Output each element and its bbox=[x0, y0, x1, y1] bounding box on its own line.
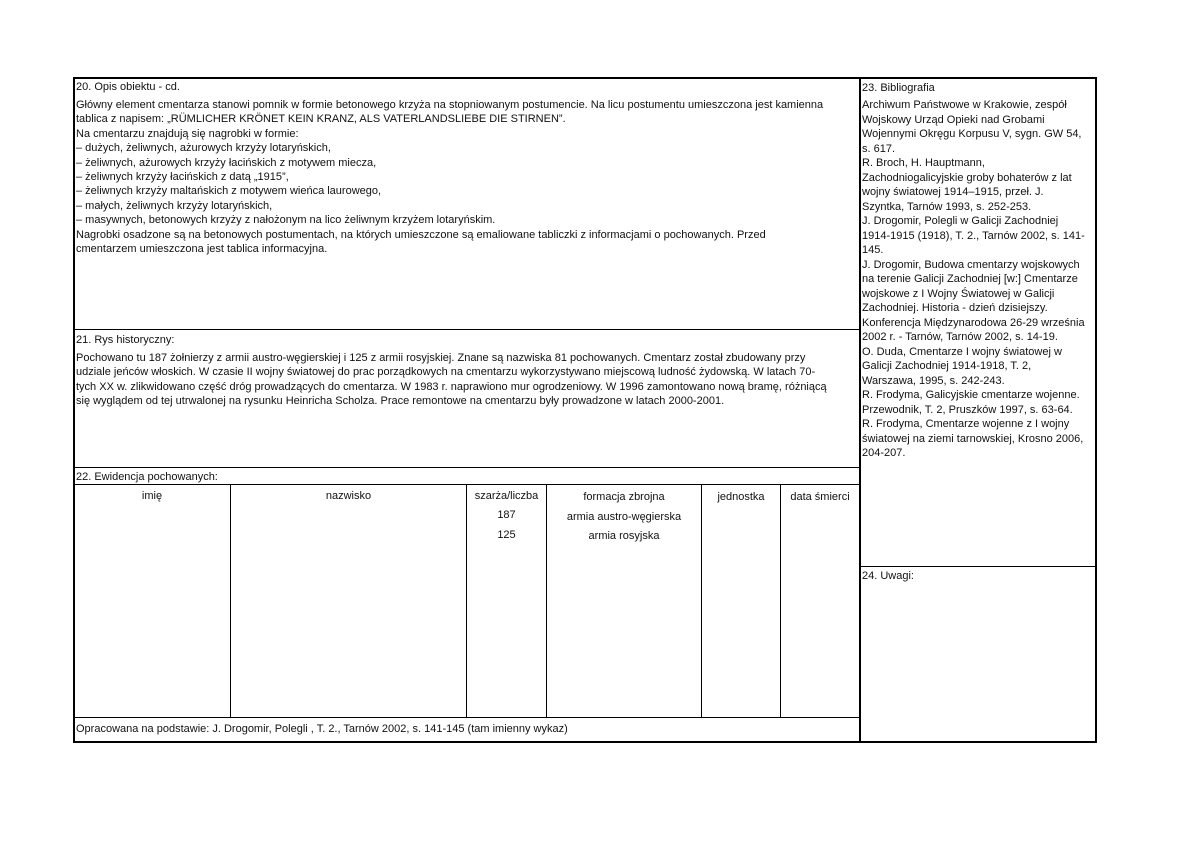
column-header-death-date: data śmierci bbox=[790, 491, 850, 503]
bibliography-line: Wojennymi Okręgu Korpusu V, sygn. GW 54, bbox=[862, 128, 1082, 140]
column-header-unit: jednostka bbox=[717, 491, 765, 503]
bibliography-line: 1914-1915 (1918), T. 2., Tarnów 2002, s. 141- bbox=[862, 229, 1085, 242]
text-line: tych XX w. zlikwidowano część dróg prowadzących do cmentarza. W 1983 r. naprawiono mur ogrodzeniowy. W 1996 zamontowano nową bramę, różniącą bbox=[76, 380, 827, 393]
section-24-heading: 24. Uwagi: bbox=[862, 570, 914, 582]
bibliography-line: R. Frodyma, Cmentarze wojenne z I wojny bbox=[862, 418, 1070, 430]
section-22-heading: 22. Ewidencja pochowanych: bbox=[76, 471, 218, 483]
table-col-line bbox=[701, 484, 702, 717]
bibliography-line: Archiwum Państwowe w Krakowie, zespół bbox=[862, 99, 1067, 111]
bibliography-line: wojskowe z I Wojny Światowej w Galicji bbox=[862, 287, 1055, 300]
text-line: udziale jeńców włoskich. W czasie II wojny światowej do prac porządkowych na cmentarzu wykorzystywano miejscową ludność żydowską. W latach 70- bbox=[76, 366, 816, 379]
bibliography-line: Galicji Zachodniej 1914-1918, T. 2, bbox=[862, 360, 1032, 372]
section-divider-24 bbox=[860, 566, 1096, 567]
bibliography-line: R. Broch, H. Hauptmann, bbox=[862, 157, 985, 169]
bibliography-line: Przewodnik, T. 2, Pruszków 1997, s. 63-64. bbox=[862, 403, 1073, 416]
table-source-note: Opracowana na podstawie: J. Drogomir, Polegli , T. 2., Tarnów 2002, s. 141-145 (tam imienny wykaz) bbox=[76, 723, 568, 735]
text-line: Pochowano tu 187 żołnierzy z armii austro-węgierskiej i 125 z armii rosyjskiej. Znane są nazwiska 81 pochowanych. Cmentarz został zbudowany przy bbox=[76, 352, 806, 364]
section-20-heading: 20. Opis obiektu - cd. bbox=[76, 81, 180, 93]
text-line: – małych, żeliwnych krzyży lotaryńskich, bbox=[76, 199, 273, 212]
bibliography-line: Warszawa, 1995, s. 242-243. bbox=[862, 374, 1005, 387]
bibliography-line: Zachodniej. Historia - dzień dzisiejszy. bbox=[862, 302, 1048, 314]
bibliography-line: wojny światowej 1914–1915, przeł. J. bbox=[862, 186, 1044, 198]
bibliography-line: 145. bbox=[862, 244, 884, 256]
text-line: cmentarzem umieszczona jest tablica informacyjna. bbox=[76, 243, 328, 256]
table-col-line bbox=[230, 484, 231, 717]
bibliography-line: 2002 r. - Tarnów, Tarnów 2002, s. 14-19. bbox=[862, 331, 1058, 343]
section-23-heading: 23. Bibliografia bbox=[862, 82, 935, 94]
bibliography-line: Wojskowy Urząd Opieki nad Grobami bbox=[862, 113, 1045, 126]
spacer bbox=[860, 461, 861, 462]
row-count-cell: 125 bbox=[497, 529, 516, 541]
text-line: – dużych, żeliwnych, ażurowych krzyży lotaryńskich, bbox=[76, 142, 331, 155]
bibliography-line: J. Drogomir, Polegli w Galicji Zachodniej bbox=[862, 215, 1059, 227]
text-line: tablica z napisem: „RÜMLICHER KRÖNET KEIN KRANZ, ALS VATERLANDSLIEBE DIE STIRNEN”. bbox=[76, 113, 566, 126]
bibliography-line: J. Drogomir, Budowa cmentarzy wojskowych bbox=[862, 258, 1080, 271]
section-23-body bbox=[862, 98, 1095, 461]
column-header-name: imię bbox=[141, 490, 163, 502]
bibliography-line: światowej na ziemi tarnowskiej, Krosno 2006, bbox=[862, 432, 1084, 445]
text-line: się wyglądem od tej utrwalonej na rysunku Heinricha Scholza. Prace remontowe na cmentarzu były prowadzone w latach 2000-2001. bbox=[76, 395, 725, 408]
section-21-body bbox=[76, 351, 858, 409]
bibliography-line: 204-207. bbox=[862, 447, 906, 459]
text-line: – żeliwnych krzyży maltańskich z motywem wieńca laurowego, bbox=[76, 185, 382, 198]
section-divider-21 bbox=[73, 329, 860, 330]
text-line: Główny element cmentarza stanowi pomnik w formie betonowego krzyża na stopniowanym postumencie. Na licu postumentu umieszczona jest kamienna bbox=[76, 99, 824, 111]
column-header-rank-count: szarża/liczba bbox=[474, 490, 539, 502]
row-formation-cell: armia austro-węgierska bbox=[566, 511, 682, 523]
bibliography-line: s. 617. bbox=[862, 142, 896, 155]
text-line: – masywnych, betonowych krzyży z nałożonym na lico żeliwnym krzyżem lotaryńskim. bbox=[76, 214, 496, 227]
column-header-formation: formacja zbrojna bbox=[583, 491, 665, 503]
bibliography-line: na terenie Galicji Zachodniej [w:] Cmentarze bbox=[862, 273, 1078, 285]
bibliography-line: Konferencja Międzynarodowa 26-29 września bbox=[862, 316, 1085, 329]
bibliography-line: R. Frodyma, Galicyjskie cmentarze wojenne. bbox=[862, 389, 1080, 401]
bibliography-line: Szyntka, Tarnów 1993, s. 252-253. bbox=[862, 200, 1032, 213]
text-line: Na cmentarzu znajdują się nagrobki w formie: bbox=[76, 127, 299, 140]
section-divider-22 bbox=[73, 467, 860, 468]
column-divider bbox=[859, 77, 861, 743]
bibliography-line: Zachodniogalicyjskie groby bohaterów z lat bbox=[862, 171, 1072, 184]
row-count-cell: 187 bbox=[497, 509, 516, 521]
text-line: – żeliwnych, ażurowych krzyży łacińskich z motywem miecza, bbox=[76, 156, 377, 169]
text-line: – żeliwnych krzyży łacińskich z datą „1915”, bbox=[76, 171, 289, 184]
column-header-surname: nazwisko bbox=[325, 490, 372, 502]
bibliography-line: O. Duda, Cmentarze I wojny światowej w bbox=[862, 345, 1062, 358]
table-col-line bbox=[780, 484, 781, 717]
table-bottom-line bbox=[73, 717, 860, 718]
section-20-body bbox=[76, 98, 858, 256]
row-formation-cell: armia rosyjska bbox=[588, 530, 660, 542]
section-21-heading: 21. Rys historyczny: bbox=[76, 334, 175, 346]
text-line: Nagrobki osadzone są na betonowych postumentach, na których umieszczone są emaliowane tabliczki z informacjami o pochowanych. Przed bbox=[76, 228, 766, 241]
